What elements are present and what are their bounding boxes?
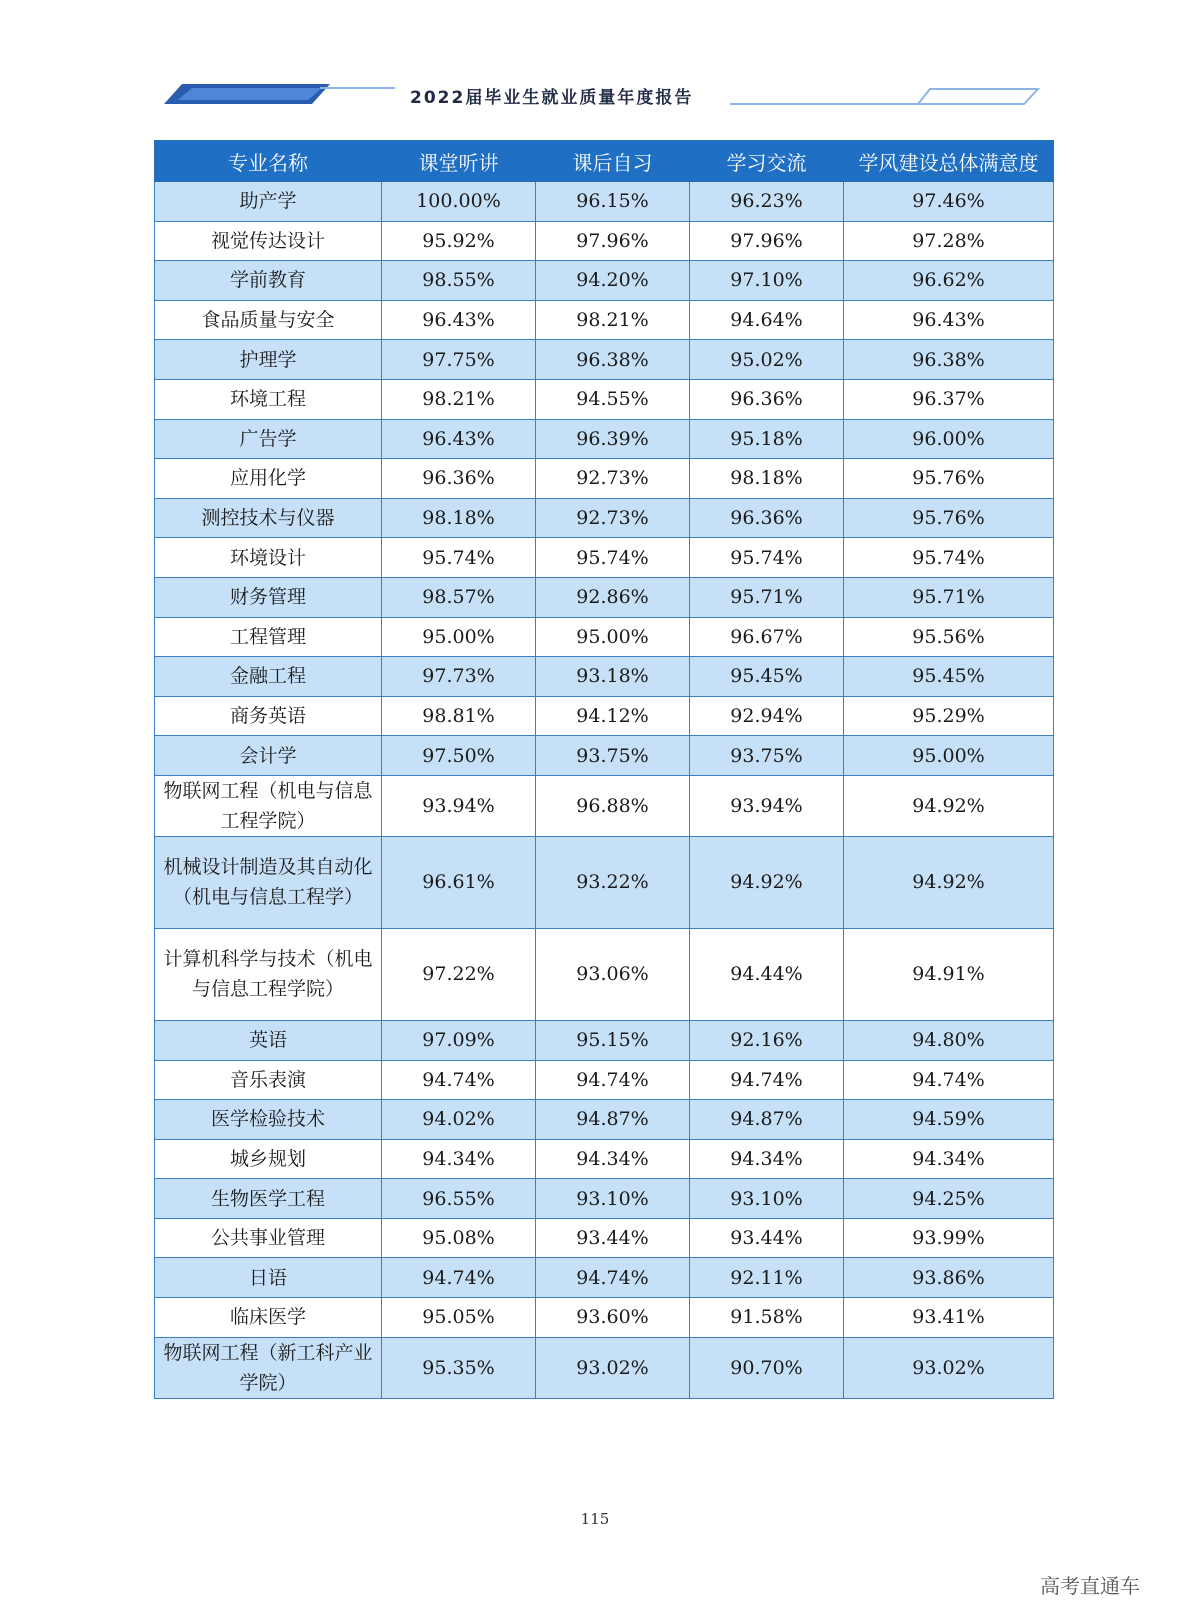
percent-cell: 93.02%	[536, 1337, 690, 1398]
percent-cell: 97.46%	[844, 182, 1054, 222]
table-row	[155, 1020, 1054, 1060]
table-row	[155, 617, 1054, 657]
percent-cell: 96.38%	[536, 340, 690, 380]
percent-cell: 95.76%	[844, 498, 1054, 538]
table-row	[155, 1139, 1054, 1179]
watermark-text: 高考直通车	[1040, 1574, 1140, 1598]
percent-cell: 94.44%	[690, 928, 844, 1020]
percent-cell: 95.00%	[536, 617, 690, 657]
table-row	[155, 379, 1054, 419]
table-row	[155, 775, 1054, 836]
percent-cell: 93.44%	[536, 1218, 690, 1258]
table-row	[155, 1218, 1054, 1258]
percent-cell: 97.75%	[382, 340, 536, 380]
percent-cell: 94.92%	[844, 836, 1054, 928]
percent-cell: 93.75%	[690, 736, 844, 776]
percent-cell: 98.21%	[382, 379, 536, 419]
percent-cell: 95.18%	[690, 419, 844, 459]
percent-cell: 92.86%	[536, 577, 690, 617]
percent-cell: 95.74%	[382, 538, 536, 578]
percent-cell: 94.34%	[690, 1139, 844, 1179]
percent-cell: 95.74%	[844, 538, 1054, 578]
percent-cell: 94.74%	[690, 1060, 844, 1100]
percent-cell: 92.94%	[690, 696, 844, 736]
percent-cell: 95.74%	[536, 538, 690, 578]
percent-cell: 97.22%	[382, 928, 536, 1020]
percent-cell: 94.87%	[536, 1100, 690, 1140]
table-row	[155, 221, 1054, 261]
major-name-cell: 工程管理	[155, 617, 382, 657]
percent-cell: 97.28%	[844, 221, 1054, 261]
major-name-cell: 英语	[155, 1020, 382, 1060]
table-row	[155, 340, 1054, 380]
table-row	[155, 1179, 1054, 1219]
percent-cell: 96.00%	[844, 419, 1054, 459]
percent-cell: 94.59%	[844, 1100, 1054, 1140]
table-row	[155, 261, 1054, 301]
percent-cell: 93.44%	[690, 1218, 844, 1258]
percent-cell: 95.92%	[382, 221, 536, 261]
percent-cell: 94.34%	[536, 1139, 690, 1179]
major-name-cell: 计算机科学与技术（机电与信息工程学院）	[155, 928, 382, 1020]
percent-cell: 98.55%	[382, 261, 536, 301]
table-body	[155, 182, 1054, 1399]
column-header-overall-satisfaction: 学风建设总体满意度	[844, 141, 1054, 182]
table-row	[155, 459, 1054, 499]
percent-cell: 95.00%	[844, 736, 1054, 776]
percent-cell: 94.34%	[844, 1139, 1054, 1179]
percent-cell: 96.43%	[844, 300, 1054, 340]
percent-cell: 96.36%	[690, 379, 844, 419]
percent-cell: 96.38%	[844, 340, 1054, 380]
percent-cell: 94.12%	[536, 696, 690, 736]
percent-cell: 96.36%	[690, 498, 844, 538]
major-name-cell: 物联网工程（机电与信息工程学院）	[155, 775, 382, 836]
percent-cell: 96.36%	[382, 459, 536, 499]
percent-cell: 95.45%	[690, 657, 844, 697]
major-name-cell: 物联网工程（新工科产业学院）	[155, 1337, 382, 1398]
percent-cell: 97.96%	[536, 221, 690, 261]
percent-cell: 93.94%	[382, 775, 536, 836]
table-row	[155, 657, 1054, 697]
page-header	[0, 70, 1190, 120]
table-row	[155, 1298, 1054, 1338]
table-header-row	[155, 141, 1054, 182]
percent-cell: 90.70%	[690, 1337, 844, 1398]
table-row	[155, 300, 1054, 340]
major-name-cell: 测控技术与仪器	[155, 498, 382, 538]
percent-cell: 93.06%	[536, 928, 690, 1020]
percent-cell: 93.10%	[690, 1179, 844, 1219]
major-name-cell: 城乡规划	[155, 1139, 382, 1179]
report-title: 2022届毕业生就业质量年度报告	[410, 88, 694, 108]
column-header-class-listening: 课堂听讲	[382, 141, 536, 182]
percent-cell: 93.02%	[844, 1337, 1054, 1398]
percent-cell: 95.35%	[382, 1337, 536, 1398]
table-row	[155, 1337, 1054, 1398]
major-name-cell: 环境工程	[155, 379, 382, 419]
percent-cell: 95.29%	[844, 696, 1054, 736]
column-header-study-exchange: 学习交流	[690, 141, 844, 182]
percent-cell: 94.80%	[844, 1020, 1054, 1060]
major-name-cell: 临床医学	[155, 1298, 382, 1338]
major-name-cell: 食品质量与安全	[155, 300, 382, 340]
percent-cell: 93.75%	[536, 736, 690, 776]
percent-cell: 94.64%	[690, 300, 844, 340]
major-name-cell: 生物医学工程	[155, 1179, 382, 1219]
percent-cell: 98.18%	[382, 498, 536, 538]
table-row	[155, 836, 1054, 928]
percent-cell: 93.41%	[844, 1298, 1054, 1338]
table-row	[155, 419, 1054, 459]
percent-cell: 96.43%	[382, 300, 536, 340]
percent-cell: 94.20%	[536, 261, 690, 301]
major-name-cell: 商务英语	[155, 696, 382, 736]
percent-cell: 94.74%	[844, 1060, 1054, 1100]
percent-cell: 95.56%	[844, 617, 1054, 657]
percent-cell: 97.10%	[690, 261, 844, 301]
table-row	[155, 928, 1054, 1020]
table-row	[155, 577, 1054, 617]
percent-cell: 95.00%	[382, 617, 536, 657]
percent-cell: 94.02%	[382, 1100, 536, 1140]
column-header-self-study: 课后自习	[536, 141, 690, 182]
major-name-cell: 日语	[155, 1258, 382, 1298]
percent-cell: 95.76%	[844, 459, 1054, 499]
percent-cell: 92.11%	[690, 1258, 844, 1298]
percent-cell: 100.00%	[382, 182, 536, 222]
percent-cell: 96.37%	[844, 379, 1054, 419]
percent-cell: 96.55%	[382, 1179, 536, 1219]
table-row	[155, 736, 1054, 776]
table-row	[155, 1060, 1054, 1100]
percent-cell: 96.43%	[382, 419, 536, 459]
table-row	[155, 696, 1054, 736]
percent-cell: 95.02%	[690, 340, 844, 380]
major-name-cell: 视觉传达设计	[155, 221, 382, 261]
percent-cell: 94.55%	[536, 379, 690, 419]
major-name-cell: 学前教育	[155, 261, 382, 301]
percent-cell: 93.94%	[690, 775, 844, 836]
table-row	[155, 1258, 1054, 1298]
percent-cell: 93.22%	[536, 836, 690, 928]
percent-cell: 97.73%	[382, 657, 536, 697]
percent-cell: 98.21%	[536, 300, 690, 340]
percent-cell: 96.62%	[844, 261, 1054, 301]
major-name-cell: 医学检验技术	[155, 1100, 382, 1140]
percent-cell: 93.60%	[536, 1298, 690, 1338]
percent-cell: 95.74%	[690, 538, 844, 578]
table-row	[155, 1100, 1054, 1140]
percent-cell: 94.92%	[690, 836, 844, 928]
percent-cell: 96.23%	[690, 182, 844, 222]
major-name-cell: 助产学	[155, 182, 382, 222]
percent-cell: 93.86%	[844, 1258, 1054, 1298]
percent-cell: 95.15%	[536, 1020, 690, 1060]
percent-cell: 94.91%	[844, 928, 1054, 1020]
percent-cell: 94.87%	[690, 1100, 844, 1140]
table-row	[155, 182, 1054, 222]
column-header-major: 专业名称	[155, 141, 382, 182]
major-name-cell: 会计学	[155, 736, 382, 776]
major-name-cell: 财务管理	[155, 577, 382, 617]
percent-cell: 93.10%	[536, 1179, 690, 1219]
percent-cell: 93.18%	[536, 657, 690, 697]
percent-cell: 92.73%	[536, 498, 690, 538]
percent-cell: 92.73%	[536, 459, 690, 499]
percent-cell: 97.96%	[690, 221, 844, 261]
percent-cell: 93.99%	[844, 1218, 1054, 1258]
major-name-cell: 广告学	[155, 419, 382, 459]
major-name-cell: 应用化学	[155, 459, 382, 499]
percent-cell: 98.18%	[690, 459, 844, 499]
percent-cell: 94.92%	[844, 775, 1054, 836]
percent-cell: 98.81%	[382, 696, 536, 736]
percent-cell: 96.88%	[536, 775, 690, 836]
major-name-cell: 音乐表演	[155, 1060, 382, 1100]
page-number: 115	[580, 1510, 610, 1528]
percent-cell: 97.50%	[382, 736, 536, 776]
table-row	[155, 538, 1054, 578]
percent-cell: 97.09%	[382, 1020, 536, 1060]
percent-cell: 95.05%	[382, 1298, 536, 1338]
major-name-cell: 金融工程	[155, 657, 382, 697]
percent-cell: 95.08%	[382, 1218, 536, 1258]
percent-cell: 94.25%	[844, 1179, 1054, 1219]
percent-cell: 94.74%	[382, 1258, 536, 1298]
percent-cell: 96.15%	[536, 182, 690, 222]
percent-cell: 92.16%	[690, 1020, 844, 1060]
satisfaction-table	[154, 140, 1054, 1399]
percent-cell: 98.57%	[382, 577, 536, 617]
major-name-cell: 机械设计制造及其自动化（机电与信息工程学）	[155, 836, 382, 928]
percent-cell: 94.74%	[382, 1060, 536, 1100]
table-row	[155, 498, 1054, 538]
percent-cell: 95.45%	[844, 657, 1054, 697]
percent-cell: 94.74%	[536, 1258, 690, 1298]
major-name-cell: 环境设计	[155, 538, 382, 578]
percent-cell: 95.71%	[844, 577, 1054, 617]
percent-cell: 96.39%	[536, 419, 690, 459]
percent-cell: 94.74%	[536, 1060, 690, 1100]
major-name-cell: 护理学	[155, 340, 382, 380]
percent-cell: 95.71%	[690, 577, 844, 617]
major-name-cell: 公共事业管理	[155, 1218, 382, 1258]
percent-cell: 96.67%	[690, 617, 844, 657]
percent-cell: 96.61%	[382, 836, 536, 928]
percent-cell: 94.34%	[382, 1139, 536, 1179]
percent-cell: 91.58%	[690, 1298, 844, 1338]
